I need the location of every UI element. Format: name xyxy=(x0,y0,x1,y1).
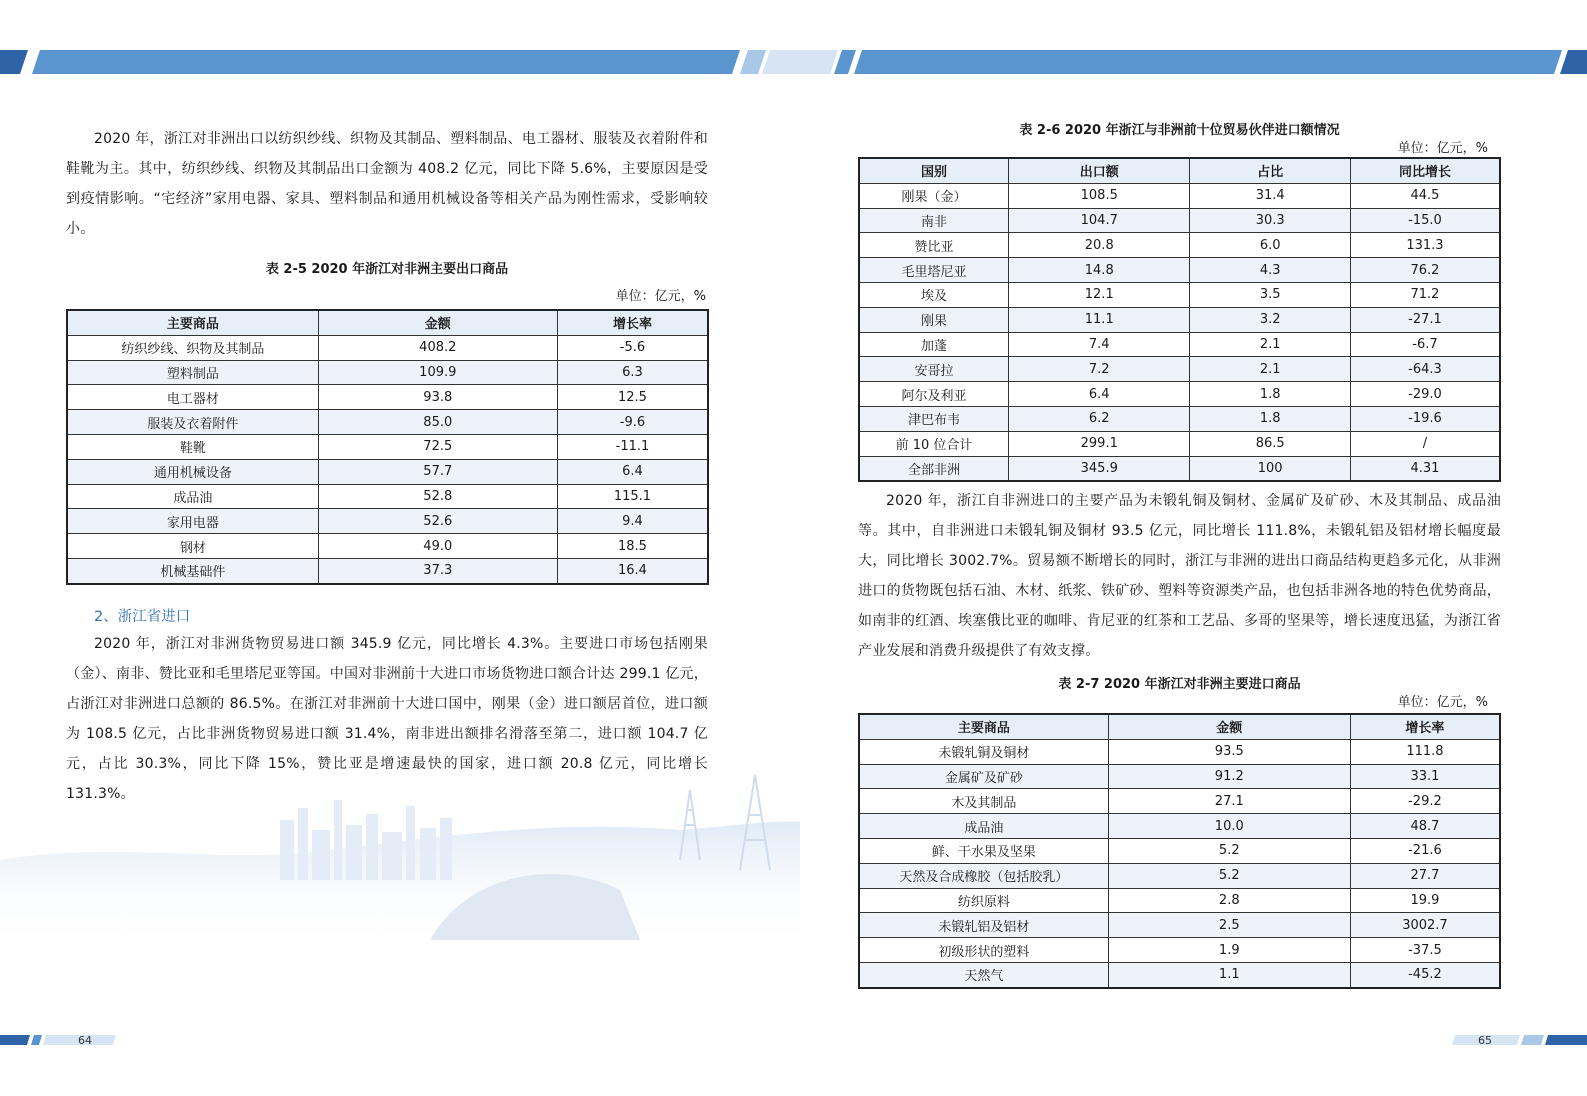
cell-goods: 鞋靴 xyxy=(67,434,318,459)
table-row xyxy=(859,208,1500,233)
cell-goods: 电工器材 xyxy=(67,385,318,410)
cell-share: 6.0 xyxy=(1190,233,1350,258)
table-row xyxy=(859,962,1500,987)
table-2-5-caption: 表 2-5 2020 年浙江对非洲主要出口商品 xyxy=(265,262,509,277)
cell-goods: 通用机械设备 xyxy=(67,459,318,484)
cell-amount: 85.0 xyxy=(318,410,557,435)
cell-amount: 93.8 xyxy=(318,385,557,410)
section-title-import: 2、浙江省进口 xyxy=(94,609,191,625)
cell-country: 刚果（金） xyxy=(859,183,1009,208)
cell-value: 108.5 xyxy=(1009,183,1190,208)
cell-country: 赞比亚 xyxy=(859,233,1009,258)
cell-country: 阿尔及利亚 xyxy=(859,382,1009,407)
cell-goods: 家用电器 xyxy=(67,509,318,534)
cell-amount: 2.5 xyxy=(1108,913,1350,938)
cell-share: 2.1 xyxy=(1190,357,1350,382)
cell-amount: 52.8 xyxy=(318,484,557,509)
cell-amount: 5.2 xyxy=(1108,863,1350,888)
cell-share: 1.8 xyxy=(1190,382,1350,407)
cell-country: 加蓬 xyxy=(859,332,1009,357)
col-header-goods: 主要商品 xyxy=(67,310,318,335)
table-row xyxy=(859,183,1500,208)
table-row xyxy=(859,814,1500,839)
cell-yoy: 71.2 xyxy=(1350,282,1500,307)
cell-value: 345.9 xyxy=(1009,456,1190,481)
cell-growth: 9.4 xyxy=(557,509,708,534)
table-row xyxy=(859,431,1500,456)
cell-goods: 鲜、干水果及坚果 xyxy=(859,838,1108,863)
col-header-growth: 增长率 xyxy=(557,310,708,335)
cell-amount: 93.5 xyxy=(1108,739,1350,764)
table-row xyxy=(859,838,1500,863)
cell-yoy: -27.1 xyxy=(1350,307,1500,332)
table-row xyxy=(859,282,1500,307)
cell-share: 100 xyxy=(1190,456,1350,481)
cell-yoy: -6.7 xyxy=(1350,332,1500,357)
cell-amount: 49.0 xyxy=(318,534,557,559)
cell-yoy: 44.5 xyxy=(1350,183,1500,208)
table-row xyxy=(859,332,1500,357)
table-row xyxy=(859,258,1500,283)
cell-goods: 金属矿及矿砂 xyxy=(859,764,1108,789)
table-header-row xyxy=(67,310,708,335)
table-row xyxy=(859,863,1500,888)
footer-band-right xyxy=(1452,1034,1587,1046)
table-row xyxy=(67,558,708,583)
cell-goods: 塑料制品 xyxy=(67,360,318,385)
cell-goods: 未锻轧铝及铝材 xyxy=(859,913,1108,938)
cell-growth: 115.1 xyxy=(557,484,708,509)
table-row xyxy=(67,360,708,385)
table-row xyxy=(859,307,1500,332)
col-header-growth: 增长率 xyxy=(1350,714,1500,739)
cell-amount: 1.1 xyxy=(1108,962,1350,987)
cell-goods: 纺织原料 xyxy=(859,888,1108,913)
cell-share: 3.2 xyxy=(1190,307,1350,332)
cell-country: 前 10 位合计 xyxy=(859,431,1009,456)
table-header-row xyxy=(859,158,1500,183)
col-header-country: 国别 xyxy=(859,158,1009,183)
table-2-7-unit: 单位：亿元，% xyxy=(1397,695,1488,710)
right-paragraph-import-goods: 2020 年，浙江自非洲进口的主要产品为未锻轧铜及铜材、金属矿及矿砂、木及其制品、成品油等。其中，自非洲进口未锻轧铜及铜材 93.5 亿元，同比增长 111.8%，未锻轧铝及铝材增长幅度最大，同比增长 3002.7%。贸易额不断增长的同时，浙江与非洲的进出口商品结构更趋多元化，从非洲进口的货物既包括石油、木材、纸浆、铁矿砂、塑料等资源类产品，也包括非洲各地的特色优势商品，如南非的红酒、埃塞俄比亚的咖啡、肯尼亚的红茶和工艺品、多哥的坚果等，增长速度迅猛，为浙江省产业发展和消费升级提供了有效支撑。 xyxy=(858,493,1501,659)
table-row xyxy=(859,382,1500,407)
col-header-goods: 主要商品 xyxy=(859,714,1108,739)
cell-country: 津巴布韦 xyxy=(859,406,1009,431)
cell-growth: 12.5 xyxy=(557,385,708,410)
cell-growth: -45.2 xyxy=(1350,962,1500,987)
cell-growth: 27.7 xyxy=(1350,863,1500,888)
left-paragraph-import: 2020 年，浙江对非洲货物贸易进口额 345.9 亿元，同比增长 4.3%。主要进口市场包括刚果（金）、南非、赞比亚和毛里塔尼亚等国。中国对非洲前十大进口市场货物进口额合计达 299.1 亿元，占浙江对非洲进口总额的 86.5%。在浙江对非洲前十大进口国中，刚果（金）进口额居首位，进口额为 108.5 亿元，占比非洲货物贸易进口额 31.4%，南非进出额排名滑落至第二，进口额 104.7 亿元，占比 30.3%，同比下降 15%，赞比亚是增速最快的国家，进口额 20.8 亿元，同比增长 131.3%。 xyxy=(66,636,708,802)
cell-yoy: -15.0 xyxy=(1350,208,1500,233)
cell-growth: 6.3 xyxy=(557,360,708,385)
cell-yoy: -29.0 xyxy=(1350,382,1500,407)
table-row xyxy=(859,789,1500,814)
cell-country: 埃及 xyxy=(859,282,1009,307)
col-header-share: 占比 xyxy=(1190,158,1350,183)
col-header-amount: 金额 xyxy=(318,310,557,335)
cell-yoy: / xyxy=(1350,431,1500,456)
cell-goods: 天然及合成橡胶（包括胶乳） xyxy=(859,863,1108,888)
cell-amount: 37.3 xyxy=(318,558,557,583)
cell-amount: 5.2 xyxy=(1108,838,1350,863)
cell-growth: 18.5 xyxy=(557,534,708,559)
table-row xyxy=(859,764,1500,789)
table-2-6-unit: 单位：亿元，% xyxy=(1397,141,1488,156)
table-row xyxy=(859,888,1500,913)
col-header-yoy: 同比增长 xyxy=(1350,158,1500,183)
cell-amount: 27.1 xyxy=(1108,789,1350,814)
page-number-right: 65 xyxy=(1478,1034,1492,1047)
cell-yoy: -19.6 xyxy=(1350,406,1500,431)
table-2-7-import-goods xyxy=(858,713,1501,989)
cell-goods: 木及其制品 xyxy=(859,789,1108,814)
col-header-amount: 金额 xyxy=(1108,714,1350,739)
table-row xyxy=(67,335,708,360)
table-2-6-caption: 表 2-6 2020 年浙江与非洲前十位贸易伙伴进口额情况 xyxy=(1019,123,1340,138)
cell-growth: -5.6 xyxy=(557,335,708,360)
cell-growth: -21.6 xyxy=(1350,838,1500,863)
cell-country: 安哥拉 xyxy=(859,357,1009,382)
table-row xyxy=(67,484,708,509)
cell-share: 86.5 xyxy=(1190,431,1350,456)
cell-amount: 109.9 xyxy=(318,360,557,385)
cell-value: 104.7 xyxy=(1009,208,1190,233)
cell-country: 全部非洲 xyxy=(859,456,1009,481)
cell-growth: 19.9 xyxy=(1350,888,1500,913)
cell-value: 20.8 xyxy=(1009,233,1190,258)
cell-amount: 1.9 xyxy=(1108,938,1350,963)
cell-value: 14.8 xyxy=(1009,258,1190,283)
cell-growth: 33.1 xyxy=(1350,764,1500,789)
page-number-left: 64 xyxy=(78,1034,92,1047)
table-row xyxy=(859,739,1500,764)
cell-share: 1.8 xyxy=(1190,406,1350,431)
cell-goods: 未锻轧铜及铜材 xyxy=(859,739,1108,764)
cell-goods: 钢材 xyxy=(67,534,318,559)
table-row xyxy=(859,913,1500,938)
table-row xyxy=(67,385,708,410)
left-paragraph-export: 2020 年，浙江对非洲出口以纺织纱线、织物及其制品、塑料制品、电工器材、服装及衣着附件和鞋靴为主。其中，纺织纱线、织物及其制品出口金额为 408.2 亿元，同比下降 5.6%，主要原因是受到疫情影响。“宅经济”家用电器、家具、塑料制品和通用机械设备等相关产品为刚性需求，受影响较小。 xyxy=(66,131,708,237)
cell-value: 7.4 xyxy=(1009,332,1190,357)
cell-share: 2.1 xyxy=(1190,332,1350,357)
cell-value: 7.2 xyxy=(1009,357,1190,382)
cell-value: 6.4 xyxy=(1009,382,1190,407)
table-row xyxy=(67,534,708,559)
table-row xyxy=(859,233,1500,258)
cell-goods: 机械基础件 xyxy=(67,558,318,583)
cell-goods: 成品油 xyxy=(67,484,318,509)
cell-goods: 天然气 xyxy=(859,962,1108,987)
cell-yoy: 131.3 xyxy=(1350,233,1500,258)
cell-share: 31.4 xyxy=(1190,183,1350,208)
cell-country: 毛里塔尼亚 xyxy=(859,258,1009,283)
table-row xyxy=(67,509,708,534)
cell-value: 11.1 xyxy=(1009,307,1190,332)
cell-country: 刚果 xyxy=(859,307,1009,332)
table-row xyxy=(67,459,708,484)
table-row xyxy=(859,357,1500,382)
cell-growth: 48.7 xyxy=(1350,814,1500,839)
cell-amount: 57.7 xyxy=(318,459,557,484)
cell-yoy: 76.2 xyxy=(1350,258,1500,283)
footer-band-left xyxy=(0,1034,120,1046)
table-row xyxy=(859,938,1500,963)
cell-growth: -11.1 xyxy=(557,434,708,459)
cell-goods: 纺织纱线、织物及其制品 xyxy=(67,335,318,360)
table-2-6-partners xyxy=(858,157,1501,482)
cell-goods: 服装及衣着附件 xyxy=(67,410,318,435)
cell-share: 30.3 xyxy=(1190,208,1350,233)
table-row xyxy=(859,406,1500,431)
cell-amount: 91.2 xyxy=(1108,764,1350,789)
header-band xyxy=(0,48,1587,76)
cell-growth: 111.8 xyxy=(1350,739,1500,764)
cell-share: 4.3 xyxy=(1190,258,1350,283)
cell-amount: 408.2 xyxy=(318,335,557,360)
cell-goods: 初级形状的塑料 xyxy=(859,938,1108,963)
cell-value: 299.1 xyxy=(1009,431,1190,456)
cell-yoy: -64.3 xyxy=(1350,357,1500,382)
cell-amount: 10.0 xyxy=(1108,814,1350,839)
table-header-row xyxy=(859,714,1500,739)
table-2-7-caption: 表 2-7 2020 年浙江对非洲主要进口商品 xyxy=(1058,677,1301,692)
cell-growth: 6.4 xyxy=(557,459,708,484)
cell-growth: -29.2 xyxy=(1350,789,1500,814)
table-2-5-export-goods xyxy=(66,309,709,585)
table-row xyxy=(67,434,708,459)
cell-amount: 52.6 xyxy=(318,509,557,534)
cell-country: 南非 xyxy=(859,208,1009,233)
cell-amount: 72.5 xyxy=(318,434,557,459)
table-2-5-unit: 单位：亿元，% xyxy=(615,289,706,304)
table-row xyxy=(859,456,1500,481)
col-header-value: 出口额 xyxy=(1009,158,1190,183)
cell-growth: -37.5 xyxy=(1350,938,1500,963)
cell-growth: 3002.7 xyxy=(1350,913,1500,938)
table-row xyxy=(67,410,708,435)
cell-amount: 2.8 xyxy=(1108,888,1350,913)
cell-growth: -9.6 xyxy=(557,410,708,435)
cell-value: 6.2 xyxy=(1009,406,1190,431)
cell-yoy: 4.31 xyxy=(1350,456,1500,481)
cell-growth: 16.4 xyxy=(557,558,708,583)
cell-value: 12.1 xyxy=(1009,282,1190,307)
cell-goods: 成品油 xyxy=(859,814,1108,839)
cell-share: 3.5 xyxy=(1190,282,1350,307)
